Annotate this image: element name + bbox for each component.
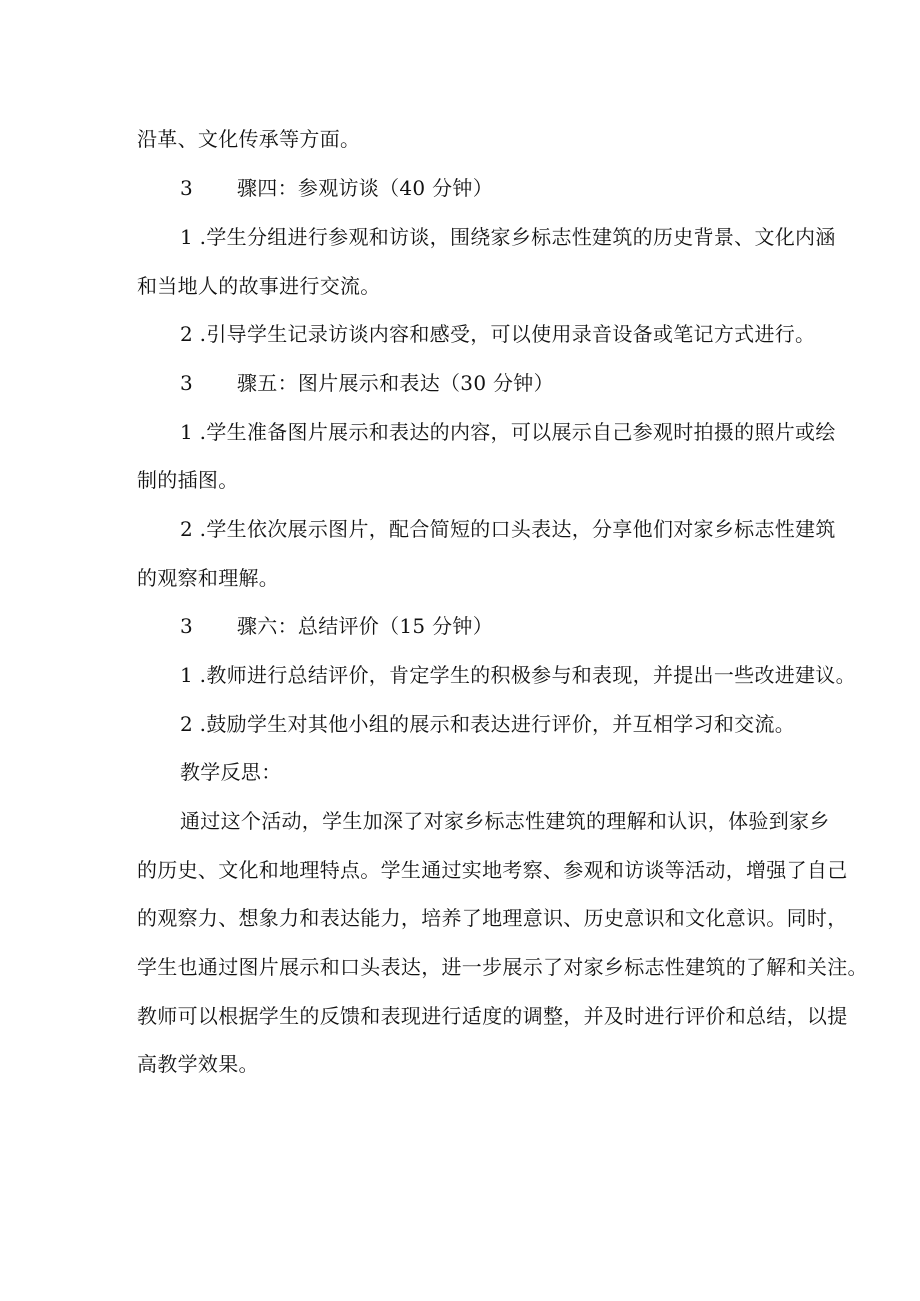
- paragraph-line: 学生也通过图片展示和口头表达，进一步展示了对家乡标志性建筑的了解和关注。: [137, 955, 868, 979]
- list-item: 1 .学生准备图片展示和表达的内容，可以展示自己参观时拍摄的照片或绘: [180, 420, 836, 444]
- list-item: 1 .教师进行总结评价，肯定学生的积极参与和表现，并提出一些改进建议。: [180, 663, 856, 687]
- section-heading: 教学反思：: [180, 760, 282, 784]
- paragraph-line: 的观察力、想象力和表达能力，培养了地理意识、历史意识和文化意识。同时，: [137, 906, 848, 930]
- step-number: 3: [180, 371, 194, 395]
- list-item: 2 .引导学生记录访谈内容和感受，可以使用录音设备或笔记方式进行。: [180, 322, 816, 346]
- step-number: 3: [180, 176, 194, 200]
- paragraph-line: 制的插图。: [137, 468, 239, 492]
- step-heading: 骤五：图片展示和表达（30 分钟）: [237, 371, 554, 395]
- list-item: 2 .鼓励学生对其他小组的展示和表达进行评价，并互相学习和交流。: [180, 712, 796, 736]
- paragraph-line: 沿革、文化传承等方面。: [137, 127, 361, 151]
- step-number: 3: [180, 614, 194, 638]
- step-heading: 骤四：参观访谈（40 分钟）: [237, 176, 494, 200]
- list-item: 1 .学生分组进行参观和访谈，围绕家乡标志性建筑的历史背景、文化内涵: [180, 225, 836, 249]
- paragraph-line: 教师可以根据学生的反馈和表现进行适度的调整，并及时进行评价和总结，以提: [137, 1004, 848, 1028]
- step-heading: 骤六：总结评价（15 分钟）: [237, 614, 494, 638]
- paragraph-line: 的历史、文化和地理特点。学生通过实地考察、参观和访谈等活动，增强了自己: [137, 858, 848, 882]
- paragraph-line: 通过这个活动，学生加深了对家乡标志性建筑的理解和认识，体验到家乡: [180, 809, 830, 833]
- paragraph-line: 的观察和理解。: [137, 566, 280, 590]
- paragraph-line: 和当地人的故事进行交流。: [137, 274, 381, 298]
- list-item: 2 .学生依次展示图片，配合简短的口头表达，分享他们对家乡标志性建筑: [180, 517, 836, 541]
- paragraph-line: 高教学效果。: [137, 1052, 259, 1076]
